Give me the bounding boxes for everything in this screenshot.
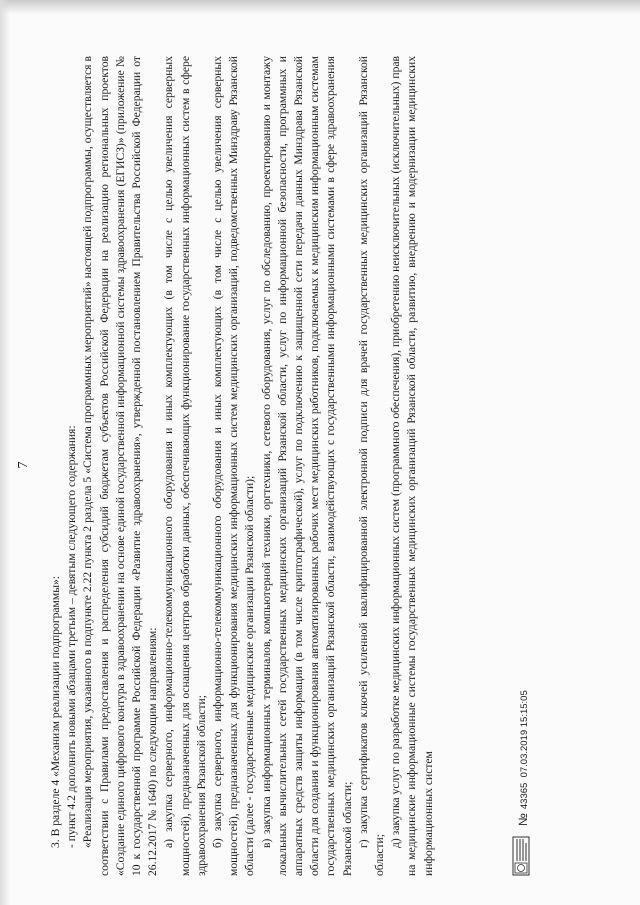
paragraph-item-d: д) закупка услуг по разработке медицинских информационных систем (программного обеспечения), приобретению неисключительных (исключительных) прав на медицинские информационные системы государственных медицинских организаций Рязанской области, развитию, внедрению и модернизации медицинских информационных систем [389,56,435,876]
paragraph-item-a: а) закупка серверного, информационно-телекоммуникационного оборудования и иных комплектующих (в том числе с целью увеличения серверных мощностей), предназначенных для оснащения центров обработки данных, обеспечивающих функционирование государственных информационных систем в сфере здравоохранения Рязанской области; [162,56,208,876]
section-heading: 3. В разделе 4 «Механизм реализации подпрограммы»: [49,575,62,848]
page-number: 7 [16,461,31,469]
document-registration-number [515,690,533,826]
scan-edge-shadow-left [0,0,10,905]
document-number: 43365 [519,782,530,810]
rotated-printed-page [10,40,530,890]
paragraph-amendment-intro: - пункт 4.2 дополнить новыми абзацами третьим – девятым следующего содержания: [65,425,79,848]
registration-stamp-icon [512,836,530,876]
number-sign: № [516,813,530,826]
document-footer [512,476,532,876]
paragraph-main-provision: «Реализация мероприятия, указанного в подпункте 2.22 пункта 2 раздела 5 «Система программных мероприятий» настоящей подпрограммы, осуществляется в соответствии с Правилами предоставления и распределения субсидий бюджетам субъектов Российской Федерации на реализацию региональных проектов «Создание единого цифрового контура в здравоохранении на основе единой государственной информационной системы здравоохранения (ЕГИСЗ)» (приложение № 10 к государственной программе Российской Федерации «Развитие здравоохранения», утвержденной постановлением Правительства Российской Федерации от 26.12.2017 № 1640) по следующим направлениям: [81,56,160,876]
paragraph-item-b: б) закупка серверного, информационно-телекоммуникационного оборудования и иных комплектующих (в том числе с целью увеличения серверных мощностей), предназначенных для функционирования медицинских информационных систем медицинских организаций, подведомственных Минздраву Рязанской области (далее - государственные медицинские организации Рязанской области); [211,56,257,876]
paragraph-item-g: г) закупка сертификатов ключей усиленной квалифицированной электронной подписи для врачей государственных медицинских организаций Рязанской области; [356,56,387,876]
paragraph-item-v: в) закупка информационных терминалов, компьютерной техники, оргтехники, сетевого оборудования, услуг по обследованию, проектированию и монтажу локальных вычислительных сетей государственных медицинских организаций Рязанской области, услуг по информационной безопасности, программных и аппаратных средств защиты информации (в том числе криптографической), услуг по подключению к защищенной сети передачи данных Минздрава Рязанской области для создания и функционирования автоматизированных рабочих мест медицинских работников, подключаемых к медицинским информационным системам государственных медицинских организаций Рязанской области, взаимодействующих с государственными информационными системами в сфере здравоохранения Рязанской области; [259,56,354,876]
document-body [48,56,437,876]
document-timestamp: 07.03.2019 15:15:05 [519,690,530,778]
scan-edge-shadow-top [0,0,640,14]
